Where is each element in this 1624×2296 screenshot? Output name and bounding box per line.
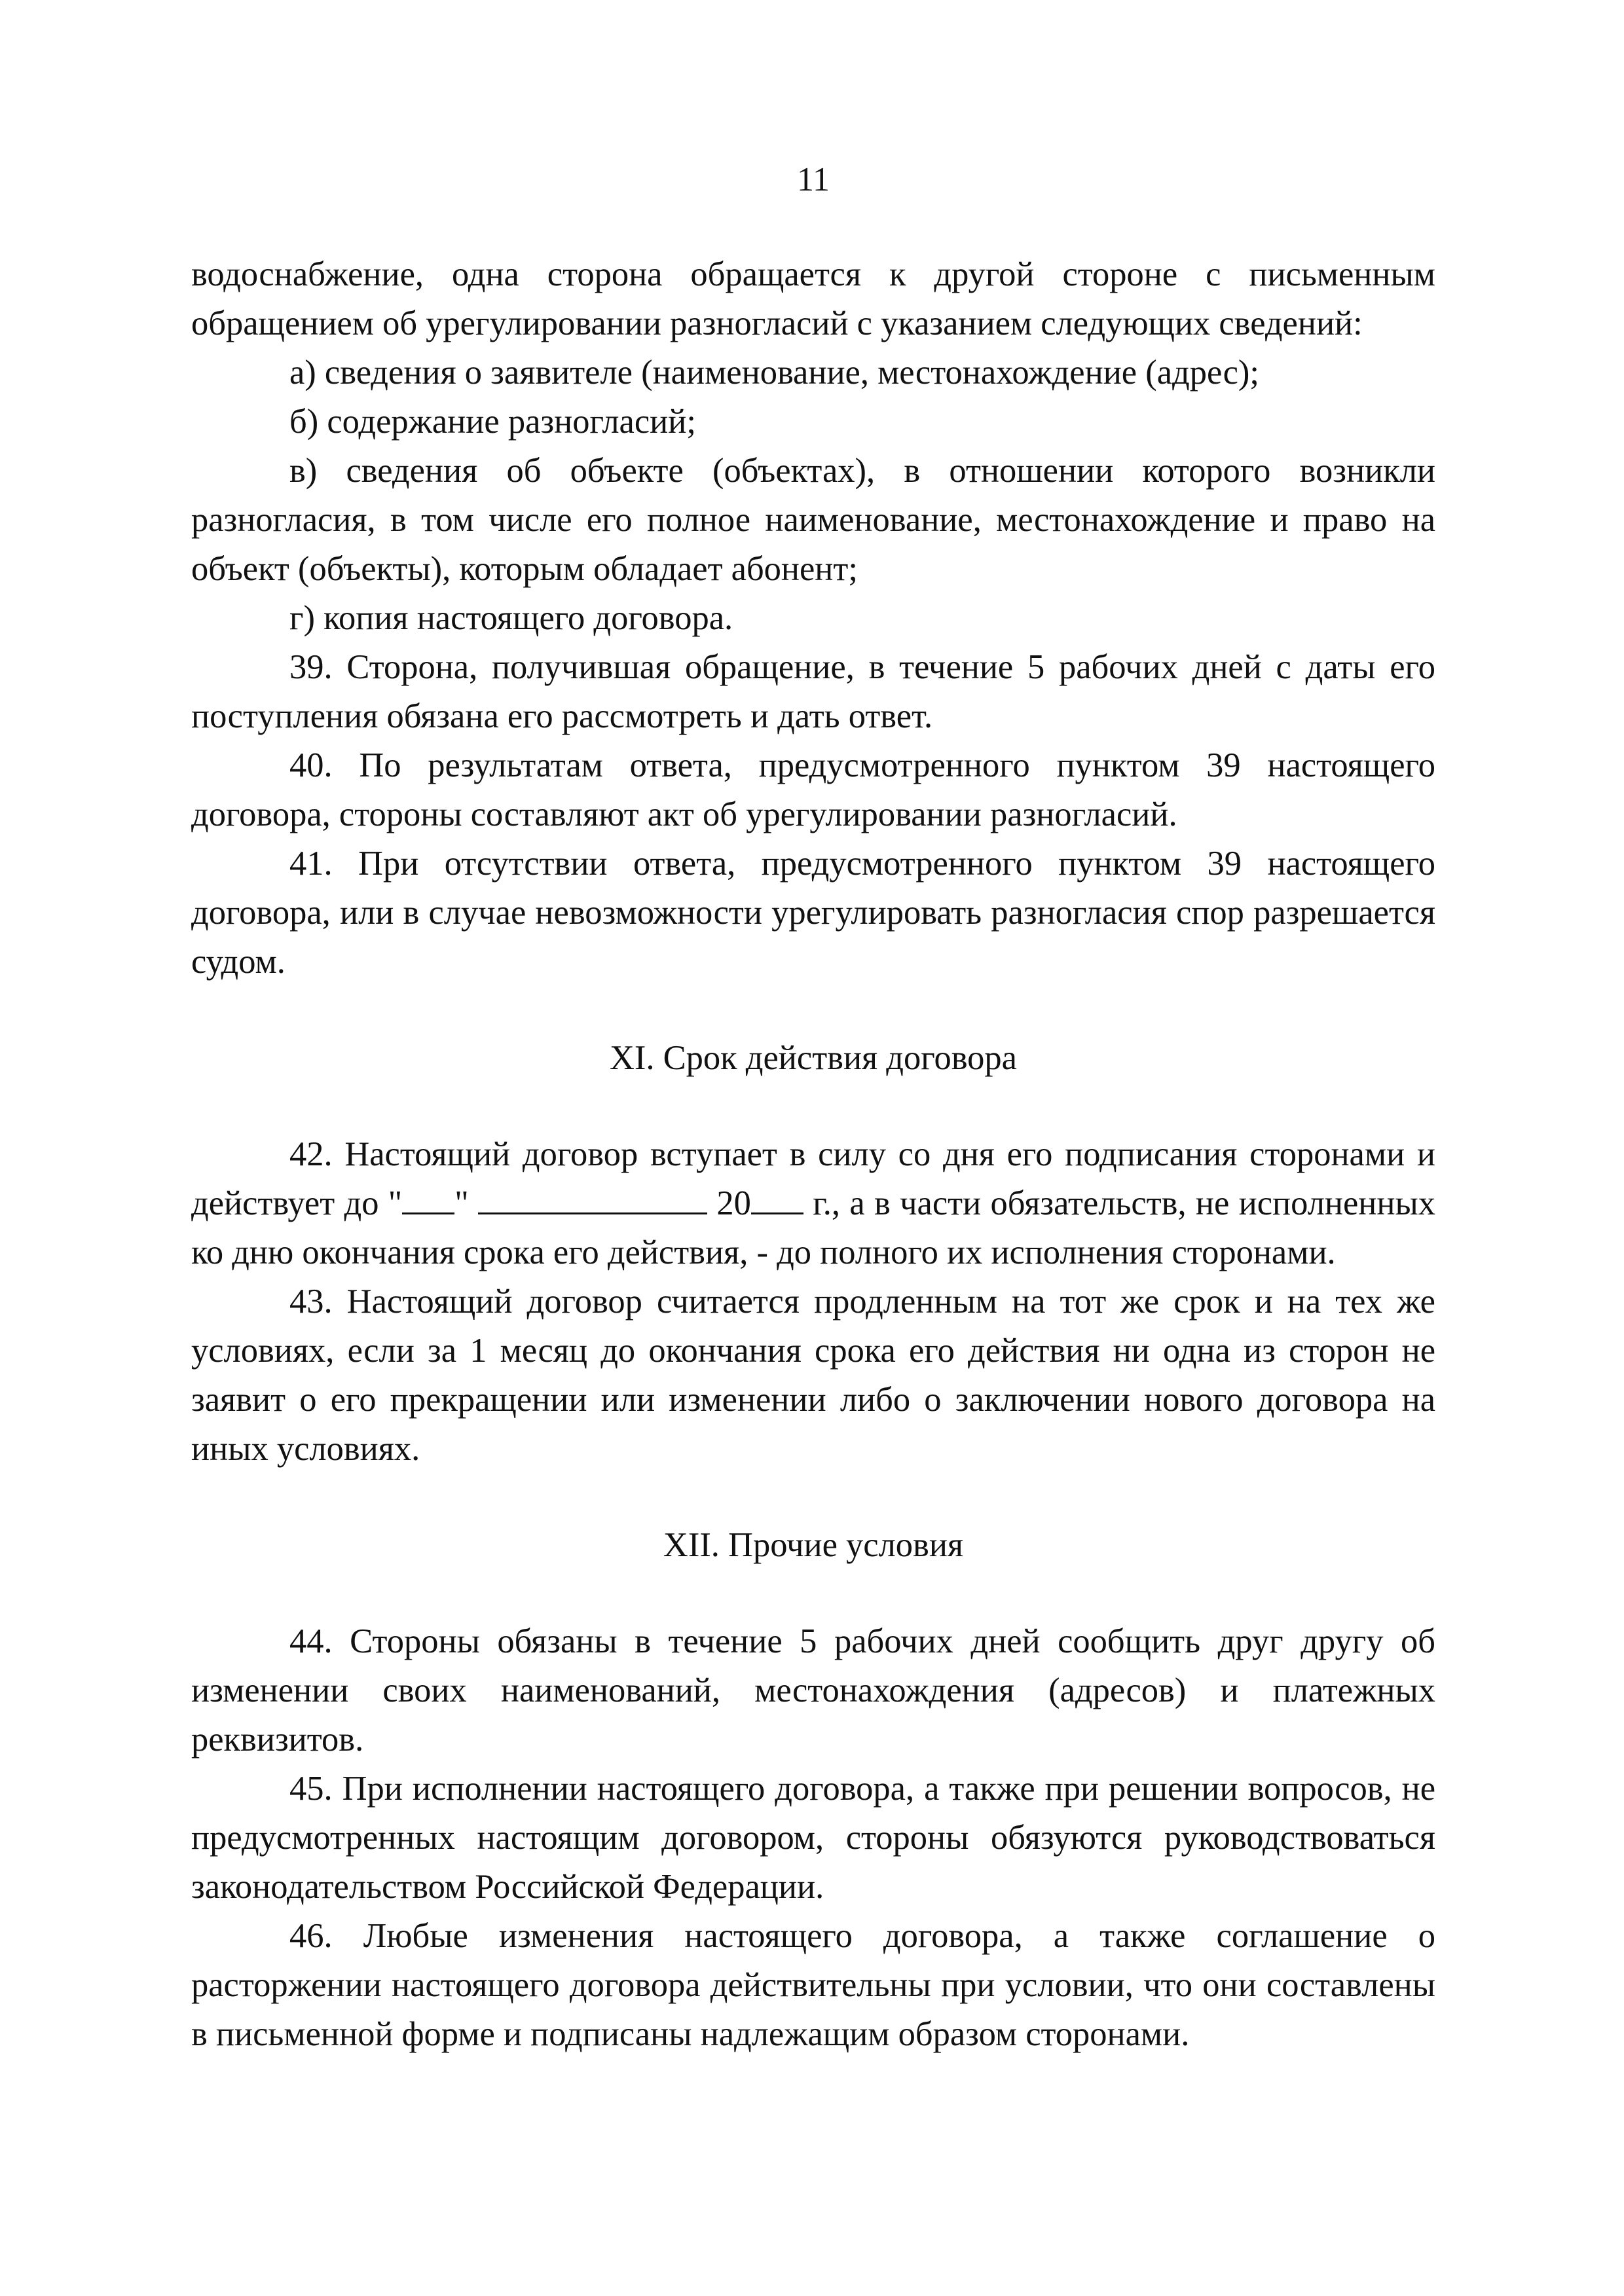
blank-month-field <box>478 1183 707 1214</box>
clause-41: 41. При отсутствии ответа, предусмотренного пунктом 39 настоящего договора, или в случае невозможности урегулировать разногласия спор разрешается судом. <box>191 845 1435 981</box>
list-item-g: г) копия настоящего договора. <box>289 599 733 637</box>
section-heading-xii: XII. Прочие условия <box>663 1526 964 1564</box>
clause-45: 45. При исполнении настоящего договора, а также при решении вопросов, не предусмотренных настоящим договором, стороны обязуются руководствоваться законодательством Российской Федерации. <box>191 1770 1435 1906</box>
clause-39: 39. Сторона, получившая обращение, в течение 5 рабочих дней с даты его поступления обязана его рассмотреть и дать ответ. <box>191 648 1435 735</box>
list-item-a: а) сведения о заявителе (наименование, местонахождение (адрес); <box>289 354 1259 392</box>
blank-year-field <box>751 1183 803 1214</box>
clause-42 <box>191 1130 1435 1277</box>
quote-close: " <box>454 1184 469 1222</box>
clause-43: 43. Настоящий договор считается продленным на тот же срок и на тех же условиях, если за 1 месяц до окончания срока его действия ни одна из сторон не заявит о его прекращении или изменении либо о заключении нового договора на иных условиях. <box>191 1283 1435 1468</box>
clause-42-start: 42. Настоящий договор вступает в силу со дня его подписания сторонами и действует до <box>191 1135 1435 1222</box>
clause-40: 40. По результатам ответа, предусмотренного пунктом 39 настоящего договора, стороны составляют акт об урегулировании разногласий. <box>191 746 1435 833</box>
blank-day-field <box>402 1183 454 1214</box>
list-item-b: б) содержание разногласий; <box>289 403 696 441</box>
clause-42-end: г., а в части обязательств, не исполненных ко дню окончания срока его действия, - до полного их исполнения сторонами. <box>191 1184 1436 1271</box>
section-heading-xi: XI. Срок действия договора <box>610 1039 1017 1077</box>
clause-46: 46. Любые изменения настоящего договора, а также соглашение о расторжении настоящего договора действительны при условии, что они составлены в письменной форме и подписаны надлежащим образом сторонами. <box>191 1917 1435 2053</box>
clause-44: 44. Стороны обязаны в течение 5 рабочих дней сообщить друг другу об изменении своих наименований, местонахождения (адресов) и платежных реквизитов. <box>191 1622 1435 1758</box>
page-number: 11 <box>796 161 830 198</box>
document-body <box>191 250 1435 2059</box>
paragraph-continuation: водоснабжение, одна сторона обращается к другой стороне с письменным обращением об урегулировании разногласий с указанием следующих сведений: <box>191 255 1435 342</box>
list-item-v: в) сведения об объекте (объектах), в отношении которого возникли разногласия, в том числе его полное наименование, местонахождение и право на объект (объекты), которым обладает абонент; <box>191 452 1435 588</box>
quote-open: " <box>388 1184 403 1222</box>
year-prefix: 20 <box>707 1184 751 1222</box>
